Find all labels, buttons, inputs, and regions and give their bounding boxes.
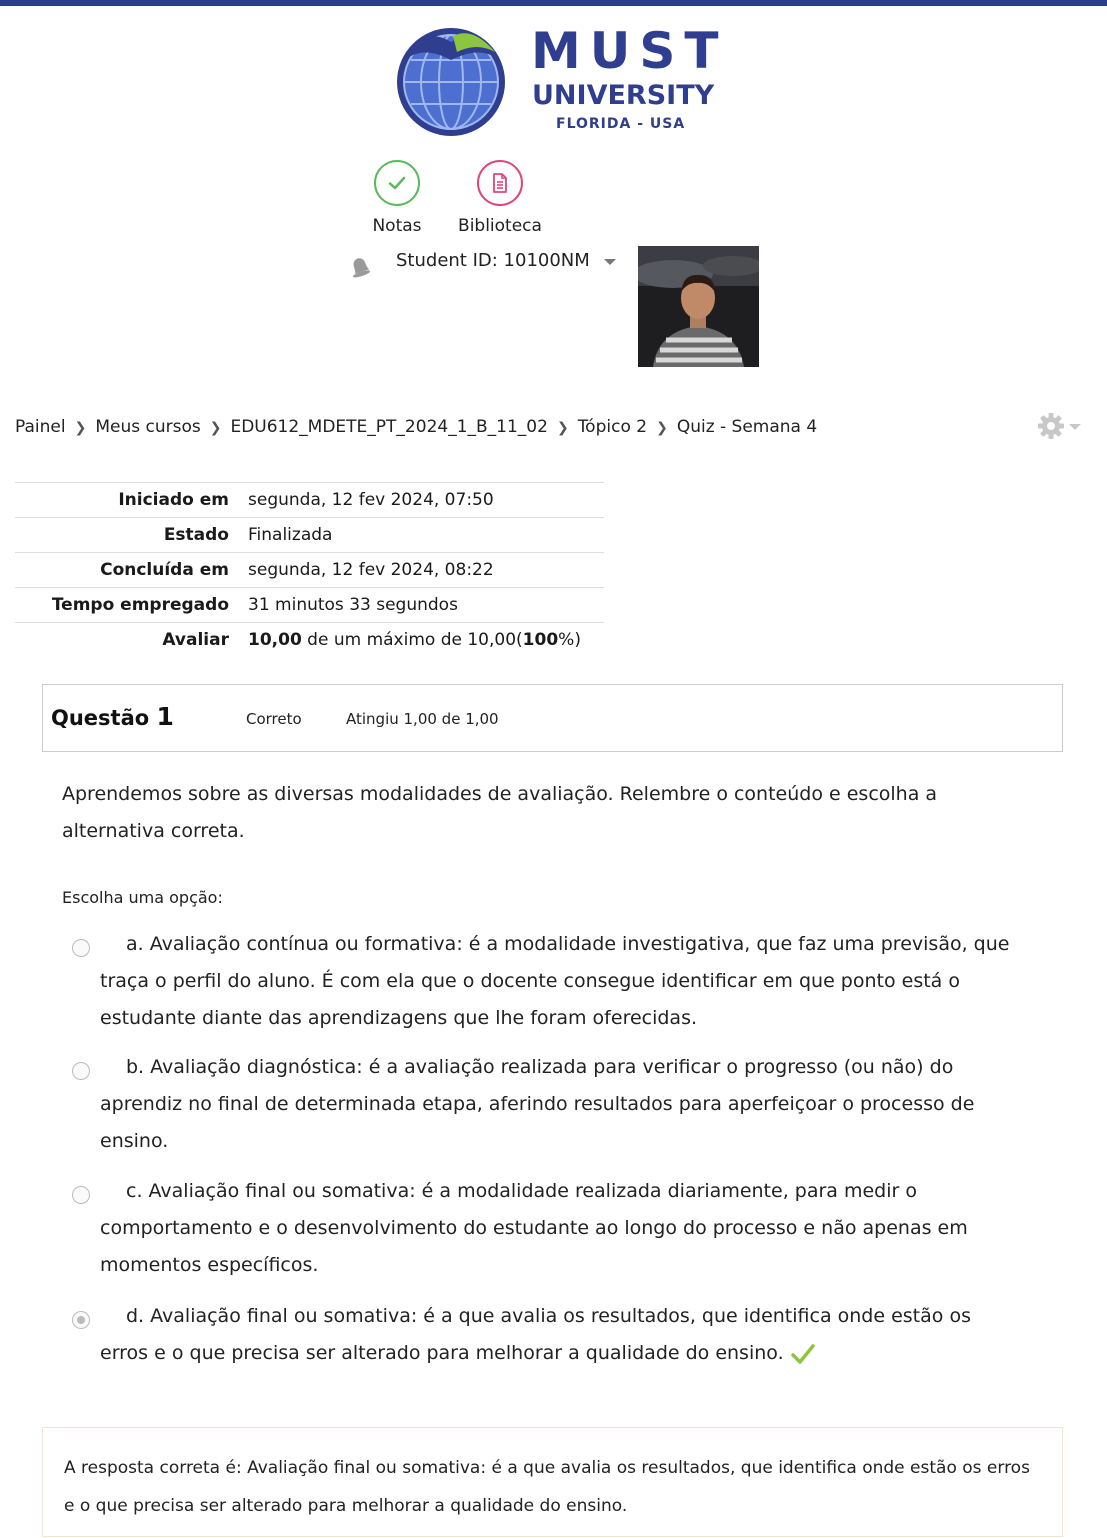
radio-button[interactable] bbox=[72, 1186, 90, 1204]
chevron-right-icon: ❯ bbox=[656, 420, 668, 436]
summary-key: Concluída em bbox=[15, 553, 248, 588]
gear-icon[interactable] bbox=[1037, 412, 1085, 440]
document-icon bbox=[477, 160, 523, 206]
question-grade: Atingiu 1,00 de 1,00 bbox=[346, 710, 499, 728]
summary-row bbox=[15, 553, 604, 588]
question-state: Correto bbox=[246, 710, 302, 728]
question-label: Questão bbox=[51, 706, 150, 730]
grade-end: %) bbox=[558, 630, 581, 650]
option-text: d. Avaliação final ou somativa: é a que avalia os resultados, que identifica onde estão os erros e o que precisa ser alterado para melhorar a qualidade do ensino. bbox=[100, 1305, 971, 1364]
avatar[interactable] bbox=[638, 246, 759, 367]
summary-key: Avaliar bbox=[15, 623, 248, 658]
grade-percent: 100 bbox=[522, 630, 559, 650]
summary-value: 31 minutos 33 segundos bbox=[248, 588, 604, 623]
summary-value: segunda, 12 fev 2024, 08:22 bbox=[248, 553, 604, 588]
breadcrumb-painel[interactable]: Painel bbox=[15, 417, 66, 437]
notas-link[interactable] bbox=[367, 160, 427, 236]
summary-grade-value bbox=[248, 623, 604, 658]
notas-label: Notas bbox=[372, 216, 422, 236]
question-text: Aprendemos sobre as diversas modalidades de avaliação. Relembre o conteúdo e escolha a alternativa correta. bbox=[62, 783, 938, 842]
breadcrumb-quiz[interactable]: Quiz - Semana 4 bbox=[676, 417, 818, 437]
feedback-text: A resposta correta é: Avaliação final ou somativa: é a que avalia os resultados, que identifica onde estão os erros e o que precisa ser alterado para melhorar a qualidade do ensino. bbox=[64, 1458, 1030, 1516]
summary-key: Iniciado em bbox=[15, 483, 248, 518]
summary-row bbox=[15, 483, 604, 518]
radio-button[interactable] bbox=[72, 1062, 90, 1080]
question-title bbox=[51, 702, 174, 731]
summary-key: Tempo empregado bbox=[15, 588, 248, 623]
summary-value: segunda, 12 fev 2024, 07:50 bbox=[248, 483, 604, 518]
top-accent-bar bbox=[0, 0, 1107, 6]
student-id-menu[interactable]: Student ID: 10100NM bbox=[396, 250, 590, 271]
chevron-right-icon: ❯ bbox=[209, 420, 222, 436]
summary-value: Finalizada bbox=[248, 518, 604, 553]
university-logo[interactable] bbox=[393, 22, 728, 140]
breadcrumb bbox=[15, 417, 817, 437]
option-text: c. Avaliação final ou somativa: é a modalidade realizada diariamente, para medir o comportamento e o desenvolvimento do estudante ao longo do processo e não apenas em momentos específicos. bbox=[100, 1180, 968, 1276]
summary-row bbox=[15, 518, 604, 553]
bell-icon[interactable] bbox=[347, 253, 373, 279]
grade-score: 10,00 bbox=[248, 630, 302, 650]
breadcrumb-meus-cursos[interactable]: Meus cursos bbox=[95, 417, 201, 437]
summary-key: Estado bbox=[15, 518, 248, 553]
logo-text-university: UNIVERSITY bbox=[532, 80, 715, 111]
globe-logo-icon bbox=[393, 22, 513, 138]
breadcrumb-topic[interactable]: Tópico 2 bbox=[577, 417, 648, 437]
chevron-down-icon[interactable] bbox=[604, 259, 616, 265]
correct-check-icon bbox=[790, 1342, 816, 1366]
summary-row bbox=[15, 588, 604, 623]
grade-middle: de um máximo de 10,00( bbox=[301, 630, 523, 650]
chevron-right-icon: ❯ bbox=[74, 420, 87, 436]
radio-button[interactable] bbox=[72, 939, 90, 957]
biblioteca-label: Biblioteca bbox=[458, 216, 542, 236]
option-text: a. Avaliação contínua ou formativa: é a modalidade investigativa, que faz uma previsão, que traça o perfil do aluno. É com ela que o docente consegue identificar em que ponto está o estudante diante das aprendizagens que lhe foram oferecidas. bbox=[100, 933, 1010, 1029]
biblioteca-link[interactable] bbox=[455, 160, 545, 236]
option-text-wrapper bbox=[100, 1298, 1010, 1372]
right-answer-feedback bbox=[42, 1427, 1063, 1537]
summary-row-grade bbox=[15, 623, 604, 658]
question-number: 1 bbox=[156, 702, 174, 731]
answer-prompt: Escolha uma opção: bbox=[62, 888, 223, 907]
check-circle-icon bbox=[374, 160, 420, 206]
option-text: b. Avaliação diagnóstica: é a avaliação realizada para verificar o progresso (ou não) do aprendiz no final de determinada etapa, aferindo resultados para aperfeiçoar o processo de ensino. bbox=[100, 1056, 975, 1152]
breadcrumb-course[interactable]: EDU612_MDETE_PT_2024_1_B_11_02 bbox=[230, 417, 548, 437]
attempt-summary-table bbox=[15, 482, 604, 657]
question-info-box bbox=[42, 684, 1063, 752]
radio-button-selected[interactable] bbox=[72, 1311, 90, 1329]
logo-text-must: MUST bbox=[531, 22, 728, 80]
logo-text-location: FLORIDA - USA bbox=[556, 116, 686, 132]
chevron-right-icon: ❯ bbox=[556, 420, 569, 436]
